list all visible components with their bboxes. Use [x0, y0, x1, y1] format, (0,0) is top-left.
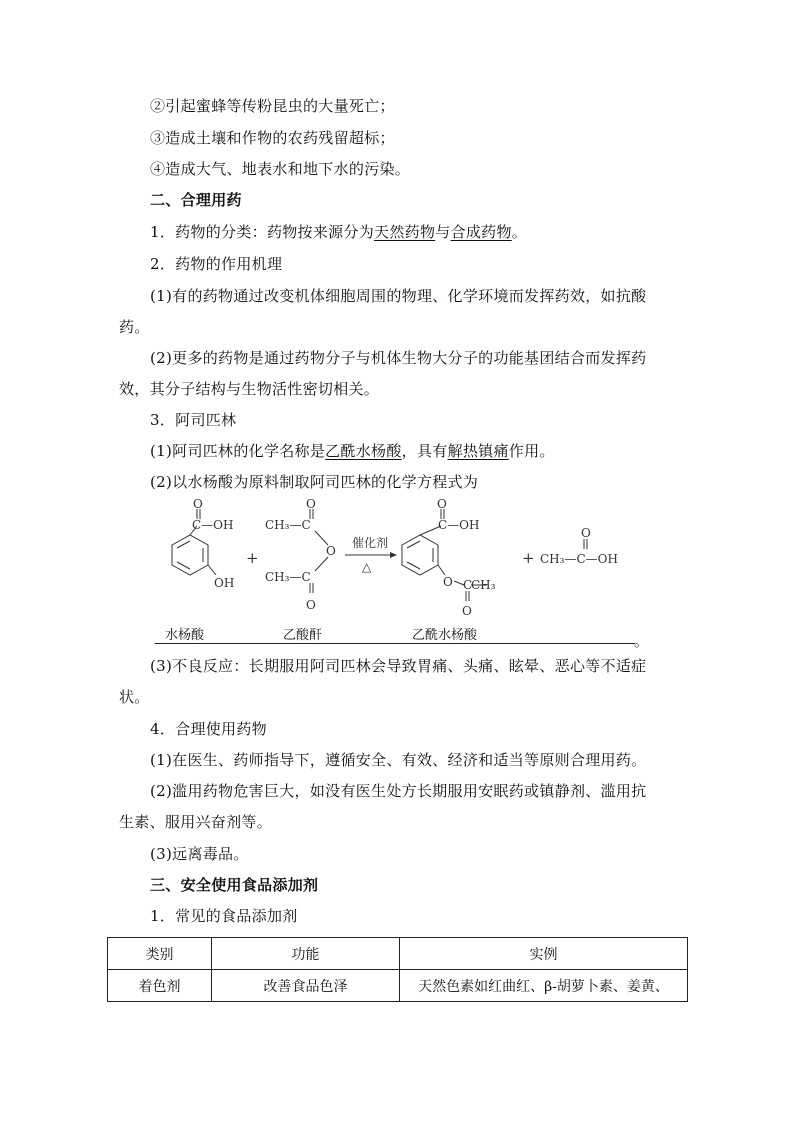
text-line: (3)不良反应：长期服用阿司匹林会导致胃痛、头痛、眩晕、恶心等不适症 — [150, 657, 647, 675]
text-line: (2)更多的药物是通过药物分子与机体生物大分子的功能基团结合而发挥药 — [150, 349, 647, 367]
text-line: (2)滥用药物危害巨大，如没有医生处方长期服用安眠药或镇静剂、滥用抗 — [150, 782, 647, 800]
hydroxyl-group: OH — [214, 576, 235, 590]
table-header-cell: 功能 — [212, 938, 400, 970]
subsection-heading: 2．药物的作用机理 — [150, 255, 283, 273]
text-line: 药。 — [119, 318, 150, 336]
table-header-cell: 类别 — [108, 938, 212, 970]
text-line: 状。 — [119, 688, 150, 706]
text-span: ，具有 — [401, 442, 448, 460]
text-span: 作用。 — [508, 442, 555, 460]
plus-sign: + — [246, 549, 259, 567]
food-additive-table — [107, 937, 688, 1002]
text-span: (1)阿司匹林的化学名称是 — [150, 442, 326, 460]
underlined-answer: 乙酰水杨酸 — [325, 442, 402, 460]
methyl-group: CH₃ — [471, 578, 496, 592]
carboxyl-group: C—OH — [192, 518, 234, 532]
acetyl-c: C — [463, 578, 473, 592]
table-cell: 着色剂 — [108, 970, 212, 1002]
text-line: 生素、服用兴奋剂等。 — [119, 813, 273, 831]
table-cell: 改善食品色泽 — [212, 970, 400, 1002]
text-line: 效，其分子结构与生物活性密切相关。 — [119, 380, 380, 398]
atom-o: O — [437, 497, 447, 511]
reactant-label: 乙酸酐 — [283, 628, 323, 643]
equation-end-mark: 。 — [634, 632, 650, 650]
plus-sign: + — [522, 549, 535, 567]
atom-o: O — [443, 575, 453, 589]
reaction-diagram — [140, 495, 650, 625]
atom-o: O — [326, 544, 336, 558]
catalyst-label: 催化剂 — [352, 536, 389, 550]
subsection-heading: 4．合理使用药物 — [150, 720, 267, 738]
table-header-cell: 实例 — [400, 938, 688, 970]
text-line: ②引起蜜蜂等传粉昆虫的大量死亡； — [150, 97, 395, 115]
acyl-group: CH₃—C — [265, 518, 311, 532]
atom-o: O — [581, 526, 591, 540]
section-heading: 二、合理用药 — [150, 191, 242, 209]
equation-underline — [155, 643, 635, 644]
acetic-acid-formula: CH₃—C—OH — [540, 552, 618, 566]
text-line: (1)在医生、药师指导下，遵循安全、有效、经济和适当等原则合理用药。 — [150, 751, 647, 769]
text-line: (2)以水杨酸为原料制取阿司匹林的化学方程式为 — [150, 473, 479, 491]
text-span: 1．药物的分类：药物按来源分为 — [150, 223, 375, 241]
atom-o: O — [462, 604, 472, 618]
product-label: 乙酰水杨酸 — [412, 628, 478, 643]
atom-o: O — [306, 497, 316, 511]
section-heading: 三、安全使用食品添加剂 — [150, 876, 319, 894]
reactant-label: 水杨酸 — [165, 628, 205, 643]
subsection-heading: 1．常见的食品添加剂 — [150, 907, 298, 925]
carboxyl-group: C—OH — [438, 518, 480, 532]
table-header-row — [108, 938, 688, 970]
table-cell: 天然色素如红曲红、β-胡萝卜素、姜黄、 — [400, 970, 688, 1002]
underlined-answer: 天然药物 — [374, 223, 436, 241]
underlined-answer: 解热镇痛 — [447, 442, 509, 460]
atom-o: O — [193, 497, 203, 511]
text-line: (1)有的药物通过改变机体细胞周围的物理、化学环境而发挥药效，如抗酸 — [150, 287, 647, 305]
atom-o: O — [306, 598, 316, 612]
text-span: 与 — [435, 223, 451, 241]
text-line: ③造成土壤和作物的农药残留超标； — [150, 129, 395, 147]
heat-symbol: △ — [362, 560, 372, 574]
underlined-answer: 合成药物 — [450, 223, 512, 241]
subsection-heading: 3．阿司匹林 — [150, 411, 237, 429]
arrow-head — [390, 552, 397, 558]
text-span: 。 — [511, 223, 528, 241]
text-line: (3)远离毒品。 — [150, 845, 249, 863]
text-line — [150, 440, 555, 462]
acyl-group: CH₃—C — [265, 570, 311, 584]
text-line — [150, 221, 527, 243]
table-row — [108, 970, 688, 1002]
text-line: ④造成大气、地表水和地下水的污染。 — [150, 160, 411, 178]
